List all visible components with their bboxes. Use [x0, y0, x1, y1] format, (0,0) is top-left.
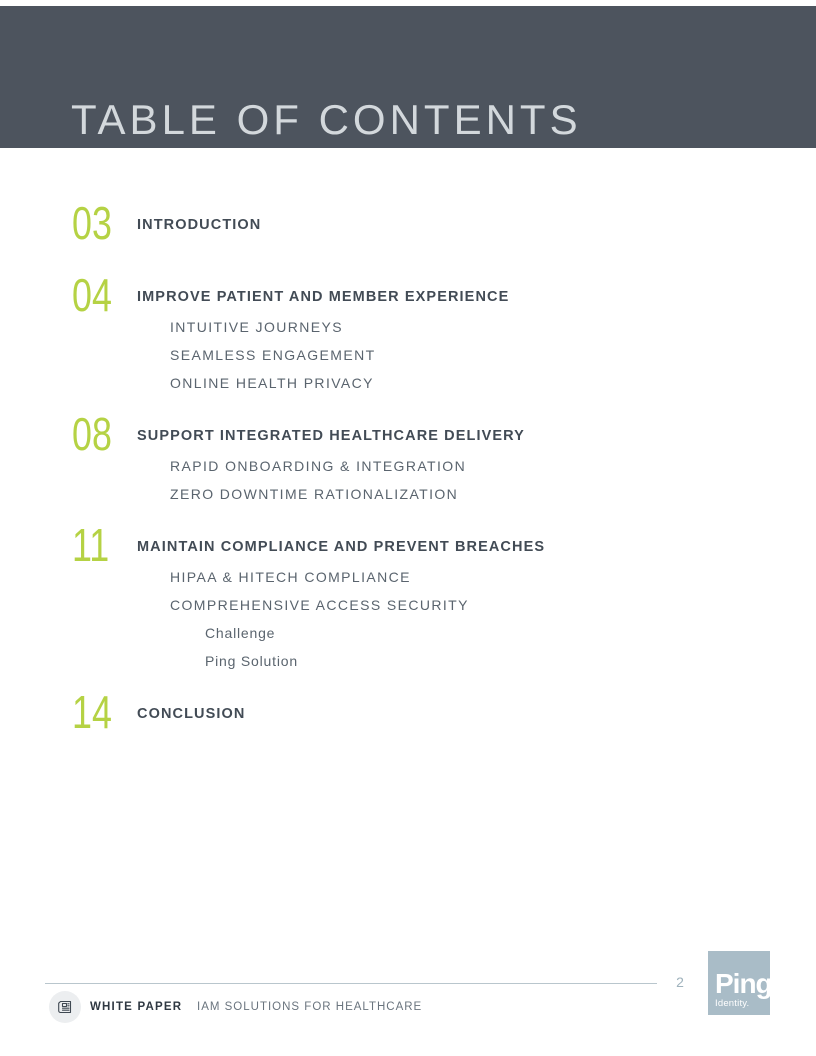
footer-divider [45, 983, 657, 984]
header-banner [0, 6, 816, 148]
toc-subsection-seamless-engagement[interactable]: SEAMLESS ENGAGEMENT [170, 347, 376, 363]
toc-subsection-challenge[interactable]: Challenge [205, 625, 276, 641]
toc-subsection-zero-downtime[interactable]: ZERO DOWNTIME RATIONALIZATION [170, 486, 459, 502]
footer-doc-type: WHITE PAPER [90, 1001, 183, 1013]
logo-brand-text: Ping [715, 968, 772, 1000]
newspaper-icon [49, 991, 81, 1023]
toc-page-number: 14 [72, 686, 112, 738]
toc-subsection-hipaa-hitech[interactable]: HIPAA & HITECH COMPLIANCE [170, 569, 411, 585]
toc-subsection-rapid-onboarding[interactable]: RAPID ONBOARDING & INTEGRATION [170, 458, 467, 474]
toc-entry-title-conclusion[interactable]: CONCLUSION [137, 706, 246, 722]
toc-entry-body [137, 205, 737, 233]
footer-doc-title: IAM SOLUTIONS FOR HEALTHCARE [197, 1001, 423, 1013]
toc-subsection-intuitive-journeys[interactable]: INTUITIVE JOURNEYS [170, 319, 343, 335]
toc-entry-body [137, 527, 737, 675]
toc-entry-body [137, 416, 737, 508]
toc-entry-body [137, 694, 737, 722]
toc-entry-title-maintain-compliance[interactable]: MAINTAIN COMPLIANCE AND PREVENT BREACHES [137, 539, 546, 555]
toc-subsection-access-security[interactable]: COMPREHENSIVE ACCESS SECURITY [170, 597, 469, 613]
toc-entry-body [137, 277, 737, 397]
toc-subsection-online-health-privacy[interactable]: ONLINE HEALTH PRIVACY [170, 375, 374, 391]
toc-entry-title-improve-experience[interactable]: IMPROVE PATIENT AND MEMBER EXPERIENCE [137, 289, 510, 305]
toc-entry-title-introduction[interactable]: INTRODUCTION [137, 217, 262, 233]
toc-page-number: 04 [72, 269, 112, 321]
footer-page-number: 2 [676, 974, 684, 990]
toc-page-number: 03 [72, 197, 112, 249]
toc-page-number: 11 [72, 519, 110, 571]
logo-suffix-text: Identity. [715, 998, 750, 1009]
ping-identity-logo [708, 951, 770, 1015]
toc-entry-title-integrated-delivery[interactable]: SUPPORT INTEGRATED HEALTHCARE DELIVERY [137, 428, 525, 444]
toc-subsection-ping-solution[interactable]: Ping Solution [205, 653, 298, 669]
toc-subsections [137, 563, 737, 675]
toc-subsections [137, 313, 737, 397]
page-title: TABLE OF CONTENTS [71, 96, 582, 143]
toc-subsections [137, 452, 737, 508]
toc-page-number: 08 [72, 408, 112, 460]
